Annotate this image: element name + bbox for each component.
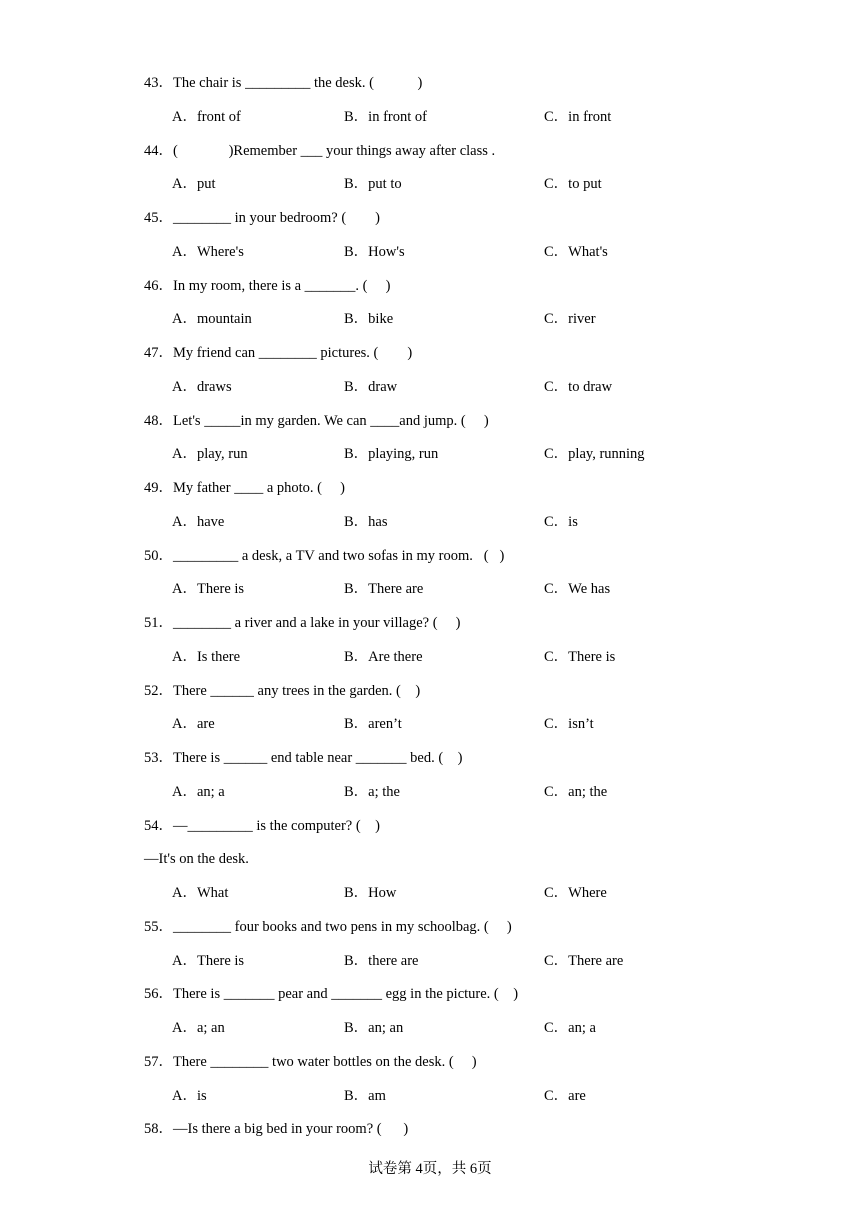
option-b: B．an; an [344,1020,404,1036]
question-stem: 52．There ______ any trees in the garden. ( ) [144,683,421,699]
option-a: A．a; an [172,1020,225,1036]
option-c: C．There is [544,649,616,665]
question-stem: 50．_________ a desk, a TV and two sofas in my room. ( ) [144,548,505,564]
question-stem: 55．________ four books and two pens in my schoolbag. ( ) [144,919,512,935]
option-c: C．are [544,1088,586,1104]
option-b: B．playing, run [344,446,439,462]
option-a: A．is [172,1088,207,1104]
option-a: A．are [172,716,215,732]
option-c: C．play, running [544,446,645,462]
option-a: A．put [172,176,216,192]
option-b: B．How [344,885,397,901]
option-a: A．There is [172,581,245,597]
option-b: B．there are [344,953,419,969]
question-stem: 58．—Is there a big bed in your room? ( ) [144,1121,409,1137]
question-sub-line: —It's on the desk. [144,851,249,867]
option-c: C．to draw [544,379,613,395]
option-a: A．What [172,885,229,901]
option-a: A．play, run [172,446,248,462]
option-b: B．aren’t [344,716,402,732]
option-b: B．am [344,1088,386,1104]
option-c: C．river [544,311,596,327]
option-a: A．There is [172,953,245,969]
option-c: C．to put [544,176,602,192]
question-stem: 44．( )Remember ___ your things away after class . [144,143,496,159]
option-c: C．an; a [544,1020,596,1036]
question-stem: 49．My father ____ a photo. ( ) [144,480,345,496]
option-c: C．an; the [544,784,608,800]
option-b: B．put to [344,176,402,192]
option-c: C．is [544,514,578,530]
question-stem: 47．My friend can ________ pictures. ( ) [144,345,413,361]
option-b: B．How's [344,244,405,260]
option-c: C．in front [544,109,612,125]
question-stem: 56．There is _______ pear and _______ egg in the picture. ( ) [144,986,519,1002]
option-a: A．mountain [172,311,252,327]
question-stem: 54．—_________ is the computer? ( ) [144,818,380,834]
option-b: B．in front of [344,109,427,125]
question-stem: 57．There ________ two water bottles on the desk. ( ) [144,1054,477,1070]
option-a: A．have [172,514,225,530]
option-a: A．draws [172,379,232,395]
question-stem: 43．The chair is _________ the desk. ( ) [144,75,423,91]
question-stem: 51．________ a river and a lake in your village? ( ) [144,615,461,631]
option-b: B．has [344,514,388,530]
question-stem: 45．________ in your bedroom? ( ) [144,210,380,226]
option-b: B．bike [344,311,394,327]
option-c: C．There are [544,953,624,969]
option-b: B．a; the [344,784,400,800]
question-stem: 46．In my room, there is a _______. ( ) [144,278,391,294]
question-stem: 53．There is ______ end table near _______ bed. ( ) [144,750,463,766]
option-c: C．Where [544,885,607,901]
page-footer: 试卷第 4页，共 6页 [368,1161,492,1177]
option-c: C．isn’t [544,716,594,732]
option-a: A．Where's [172,244,244,260]
option-a: A．Is there [172,649,241,665]
option-a: A．an; a [172,784,225,800]
option-c: C．What's [544,244,608,260]
option-b: B．draw [344,379,398,395]
option-b: B．Are there [344,649,423,665]
option-a: A．front of [172,109,241,125]
option-b: B．There are [344,581,424,597]
question-stem: 48．Let's _____in my garden. We can ____and jump. ( ) [144,413,489,429]
option-c: C．We has [544,581,611,597]
